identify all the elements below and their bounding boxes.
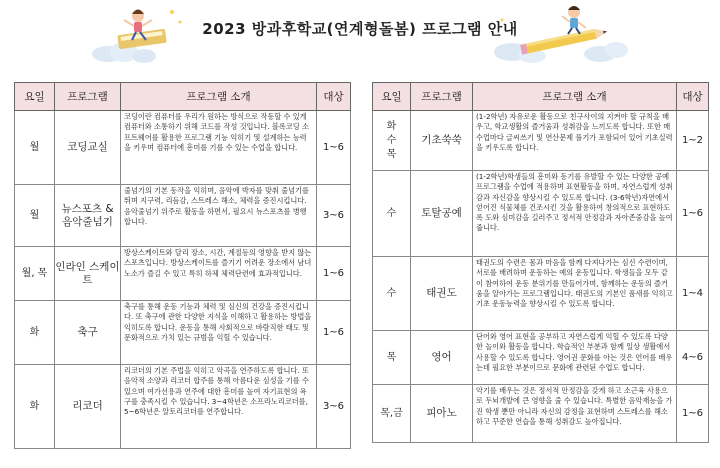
- day-cell: 목: [373, 331, 411, 385]
- table-row: [15, 301, 351, 365]
- description-cell: 축구를 통해 운동 기능과 체력 및 심신의 건강을 증진시킵니다. 또 축구에 관한 다양한 지식을 이해하고 활용하는 방법을 익히도록 합니다. 운동을 통해 사회적으로 바람직한 태도 및 문화적으로 가치 있는 규범을 익힐 수 있습니다.: [121, 301, 317, 365]
- table-header-row: [373, 83, 709, 111]
- day-cell: 월: [15, 185, 55, 247]
- day-cell: 화: [15, 365, 55, 449]
- program-table-right: [372, 82, 709, 443]
- table-row: [373, 331, 709, 385]
- target-cell: 1~6: [677, 385, 709, 443]
- header-description: 프로그램 소개: [473, 83, 677, 111]
- description-cell: 악기를 배우는 것은 정서적 안정감을 갖게 하고 소근육 사용으로 두뇌개발에 큰 영향을 줄 수 있습니다. 특별한 음악재능을 가진 학생 뿐만 아니라 자신의 감정을 표현하며 스트레스를 해소하고 꾸준한 연습을 통해 성취감도 높아집니다.: [473, 385, 677, 443]
- header-program: 프로그램: [55, 83, 121, 111]
- target-cell: 1~6: [317, 247, 351, 301]
- header-day: 요일: [15, 83, 55, 111]
- target-cell: 1~6: [677, 171, 709, 257]
- description-cell: (1-2학년) 자유로운 활동으로 친구사이의 지켜야 할 규칙을 배우고, 학교생활의 즐거움과 성취감을 느끼도록 합니다. 또한 매 수업마다 글씨쓰기 및 연산문제 풀기가 포함되어 있어 기초실력을 키우도록 합니다.: [473, 111, 677, 171]
- program-cell: 기초쑥쑥: [411, 111, 473, 171]
- program-cell: 인라인 스케이트: [55, 247, 121, 301]
- page-header: [0, 0, 720, 68]
- table-row: [15, 111, 351, 185]
- description-cell: (1-2학년)학생들의 흥미와 동기를 유발할 수 있는 다양한 공예 프로그램을 수업에 적용하며 표현활동을 하며, 자연스럽게 성취감과 자신감을 향상시킬 수 있도록 합니다. (3-6학년)자연에서 얻어진 식물체를 건조시킨 것을 활용하여 창의적으로 표현하도록 도와 심미감을 길러주고 정서적 안정감과 자아존중감을 높여줍니다.: [473, 171, 677, 257]
- table-row: [15, 247, 351, 301]
- day-cell: 목,금: [373, 385, 411, 443]
- target-cell: 3~6: [317, 365, 351, 449]
- description-cell: 줄넘기의 기본 동작을 익히며, 음악에 박자를 맞춰 줄넘기를 뛰며 지구력, 리듬감, 스트레스 해소, 체력을 증진시킵니다. 음악줄넘기 위주로 활동을 하면서, 필요시 뉴스포츠를 병행합니다.: [121, 185, 317, 247]
- day-cell: 수: [373, 257, 411, 331]
- page-title: 2023 방과후학교(연계형돌봄) 프로그램 안내: [202, 20, 518, 38]
- target-cell: 4~6: [677, 331, 709, 385]
- day-cell: 화수목: [373, 111, 411, 171]
- day-cell: 월, 목: [15, 247, 55, 301]
- program-cell: 영어: [411, 331, 473, 385]
- header-description: 프로그램 소개: [121, 83, 317, 111]
- program-cell: 축구: [55, 301, 121, 365]
- description-cell: 태권도의 수련은 몸과 마음을 함께 다져나가는 심신 수련이며, 서로를 배려하며 운동하는 예의 운동입니다. 학생들을 모두 같이 참여하여 운동 분위기를 만들어가며, 함께하는 운동의 즐거움을 알아가는 프로그램입니다. 태권도의 기본인 품새를 익히고 기초 운동능력을 향상시킬 수 있도록 합니다.: [473, 257, 677, 331]
- table-row: [373, 171, 709, 257]
- table-row: [15, 185, 351, 247]
- target-cell: 1~2: [677, 111, 709, 171]
- table-row: [15, 365, 351, 449]
- table-row: [373, 385, 709, 443]
- target-cell: 1~6: [317, 111, 351, 185]
- program-cell: 토탈공예: [411, 171, 473, 257]
- header-day: 요일: [373, 83, 411, 111]
- header-program: 프로그램: [411, 83, 473, 111]
- program-cell: 태권도: [411, 257, 473, 331]
- description-cell: 리코더의 기본 주법을 익히고 악곡을 연주하도록 합니다. 또 음악적 소양과 리코더 합주를 통해 아름다운 심성을 기를 수 있으며 여가선용과 연주에 대한 흥미를 높여 자기표현의 욕구를 충족시킬 수 있습니다. 3~4학년은 소프라노리코더를, 5~6학년은 알토리코더를 연주합니다.: [121, 365, 317, 449]
- description-cell: 코딩이란 컴퓨터를 우리가 원하는 방식으로 작동할 수 있게 컴퓨터와 소통하기 위해 코드를 작성 것입니다. 블록코딩 소프트웨어를 활용한 프로그램 기능 익히기 및 설계하는 능력을 키우며 컴퓨터에 흥미를 기를 수 있는 수업을 합니다.: [121, 111, 317, 185]
- header-target: 대상: [677, 83, 709, 111]
- day-cell: 월: [15, 111, 55, 185]
- program-cell: 코딩교실: [55, 111, 121, 185]
- description-cell: 단어와 영어 표현을 공부하고 자연스럽게 익힐 수 있도록 다양한 놀이와 활동을 합니다. 학습적인 부분과 함께 일상 생활에서 사용할 수 있도록 합니다. 영어권 문화를 아는 것은 언어를 배우는데 필요한 부분이므로 문화에 관련된 수업도 합니다.: [473, 331, 677, 385]
- header-target: 대상: [317, 83, 351, 111]
- table-row: [373, 257, 709, 331]
- day-cell: 화: [15, 301, 55, 365]
- target-cell: 1~4: [677, 257, 709, 331]
- target-cell: 1~6: [317, 301, 351, 365]
- target-cell: 3~6: [317, 185, 351, 247]
- description-cell: 방상스케이트와 달리 장소, 시간, 계절등의 영향을 받지 않는 스포츠입니다. 방상스케이트를 즐기기 어려운 장소에서 남녀노소가 즐길 수 있고 특히 하체 체력단련에 효과적입니다.: [121, 247, 317, 301]
- program-table-left: [14, 82, 351, 449]
- program-cell: 리코더: [55, 365, 121, 449]
- program-cell: 뉴스포츠 & 음악줄넘기: [55, 185, 121, 247]
- program-cell: 피아노: [411, 385, 473, 443]
- table-header-row: [15, 83, 351, 111]
- day-cell: 수: [373, 171, 411, 257]
- table-row: [373, 111, 709, 171]
